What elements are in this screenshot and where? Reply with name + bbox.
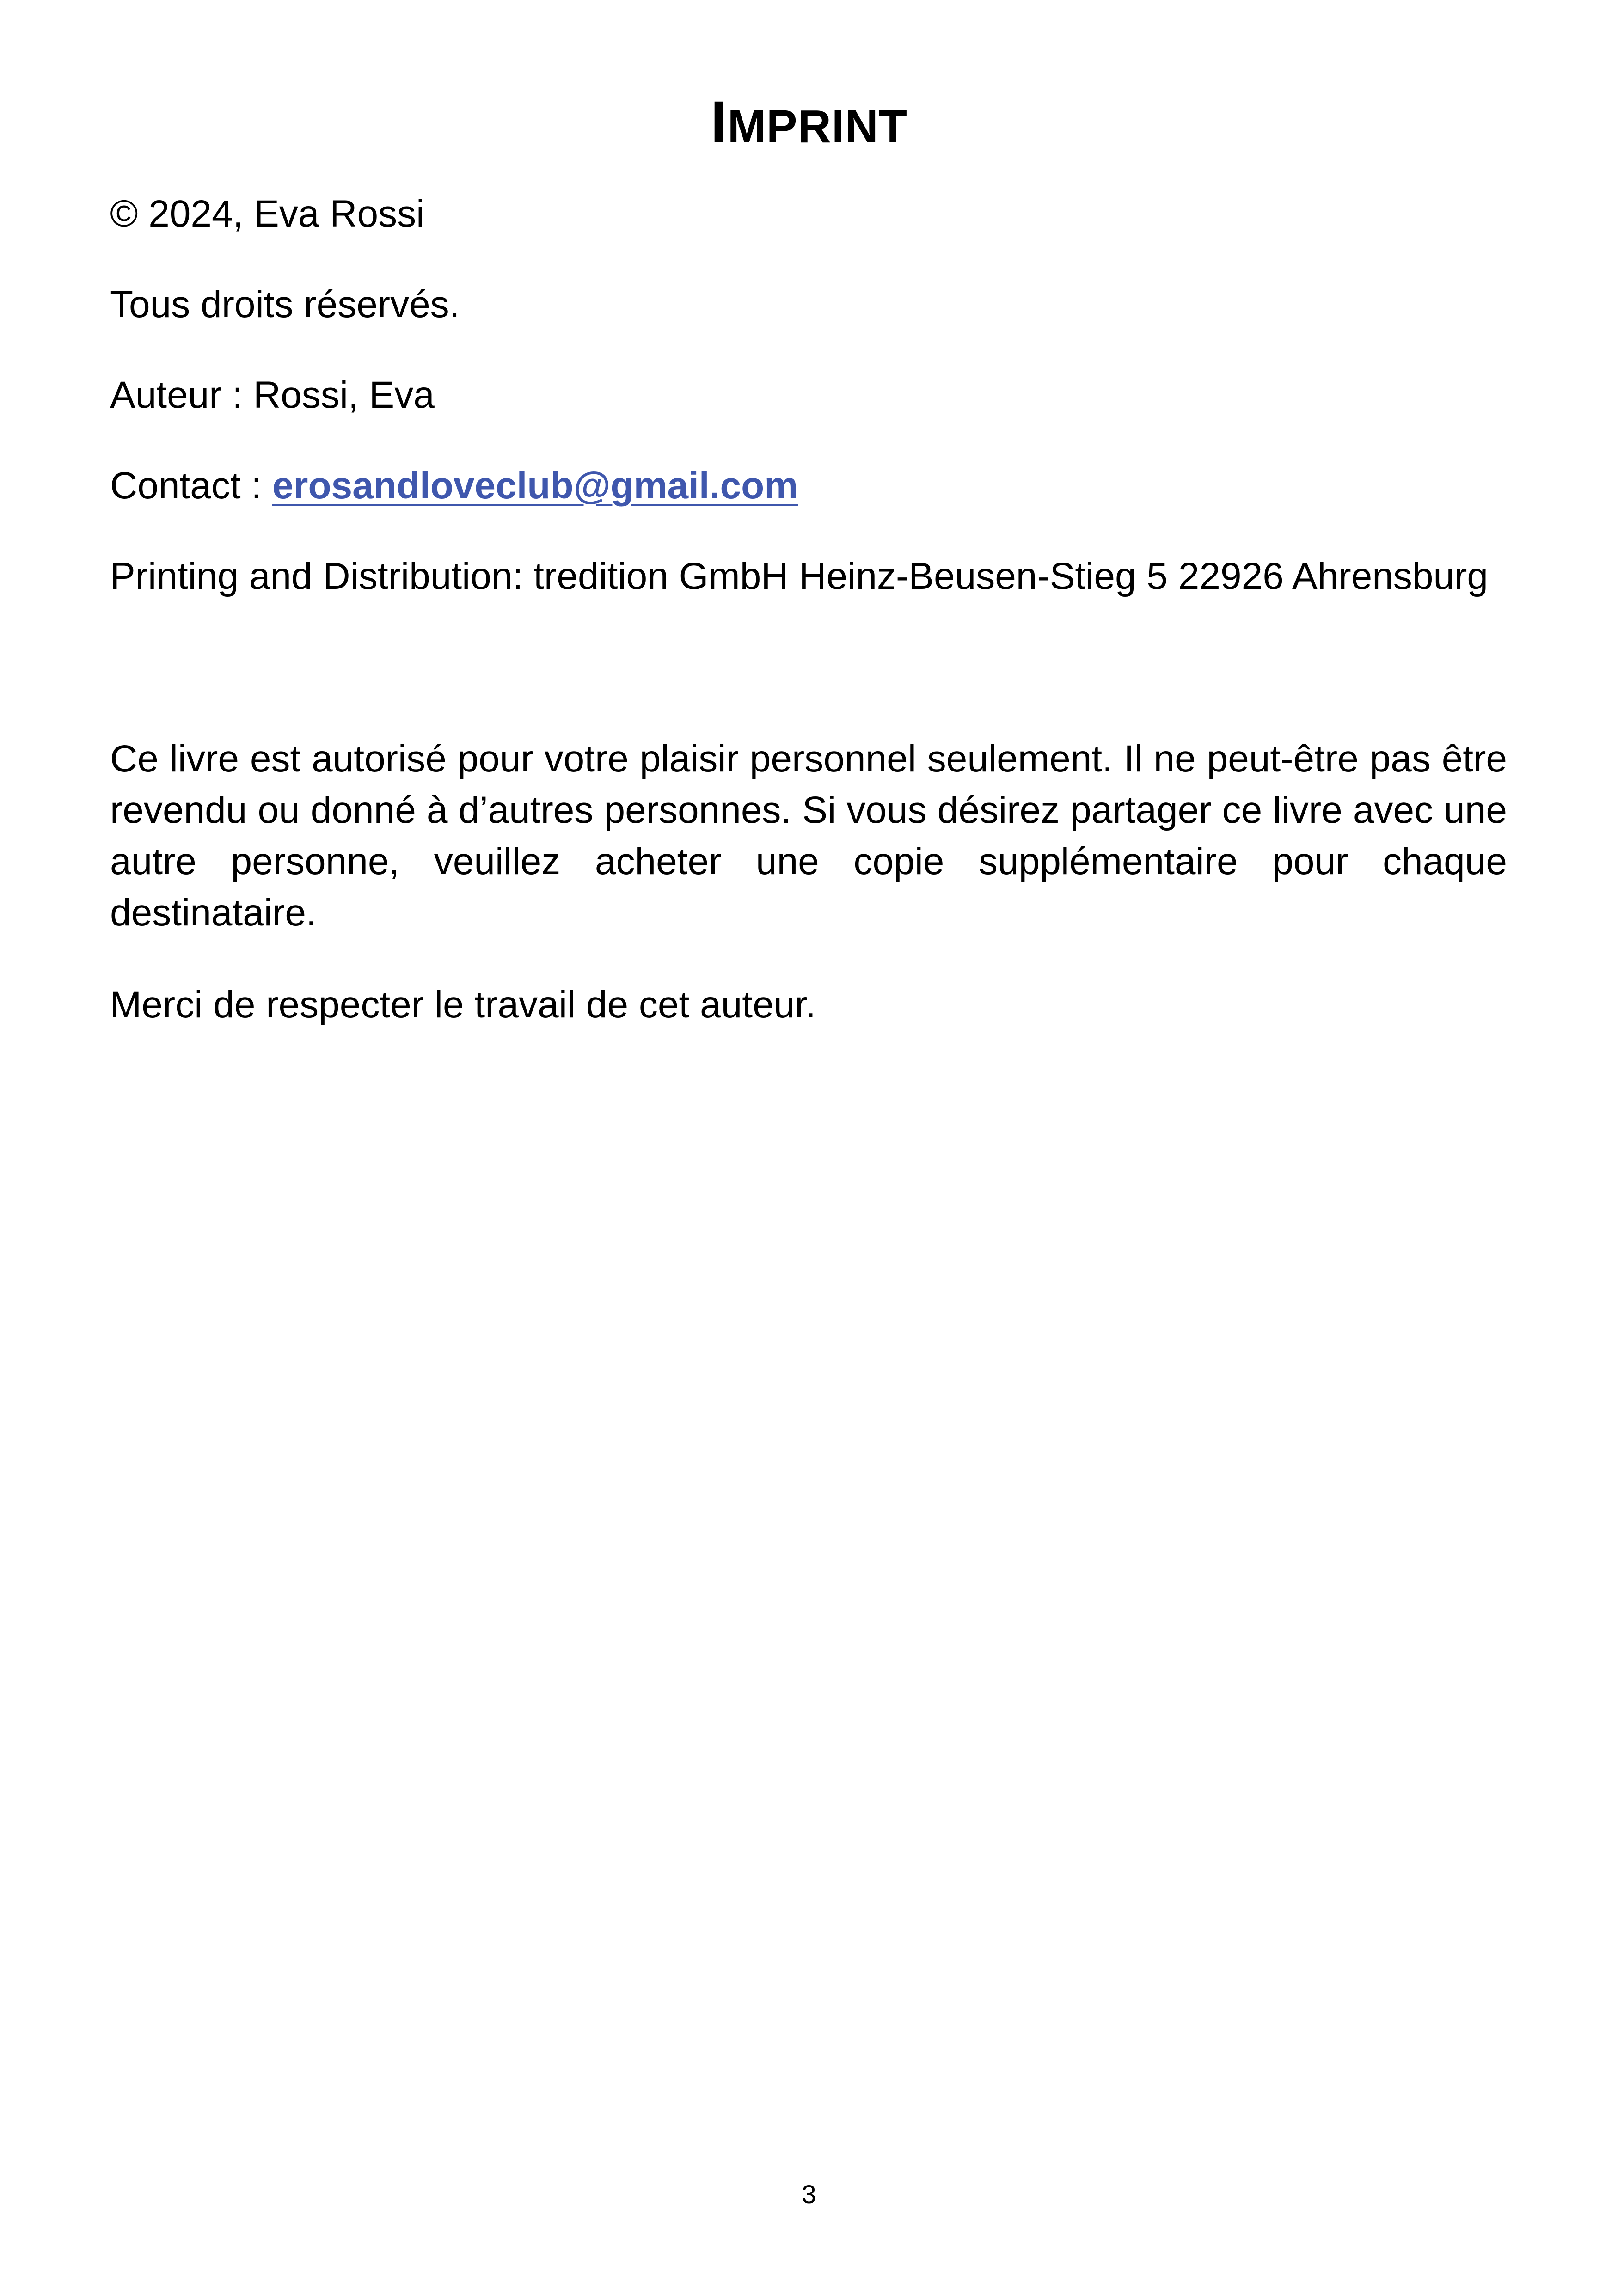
page-title	[0, 88, 1618, 161]
contact-label: Contact :	[110, 465, 272, 507]
thanks-paragraph: Merci de respecter le travail de cet auteur.	[110, 984, 816, 1026]
author-line: Auteur : Rossi, Eva	[110, 374, 435, 416]
page-title-initial: I	[711, 89, 728, 155]
page-title-rest: MPRINT	[727, 101, 907, 153]
page-number: 3	[802, 2180, 816, 2209]
license-paragraph: Ce livre est autorisé pour votre plaisir personnel seulement. Il ne peut-être pas être revendu ou donné à d’autres personnes. Si vous désirez partager ce livre avec une autre personne, veuillez acheter une copie supplémentaire pour chaque destinataire.	[110, 738, 1507, 934]
contact-email-link[interactable]: erosandloveclub@gmail.com	[272, 465, 798, 507]
contact-line	[110, 460, 798, 511]
copyright-line: © 2024, Eva Rossi	[110, 193, 425, 235]
rights-line: Tous droits réservés.	[110, 283, 460, 325]
printing-distribution-line: Printing and Distribution: tredition GmbH Heinz-Beusen-Stieg 5 22926 Ahrensburg	[110, 555, 1488, 597]
